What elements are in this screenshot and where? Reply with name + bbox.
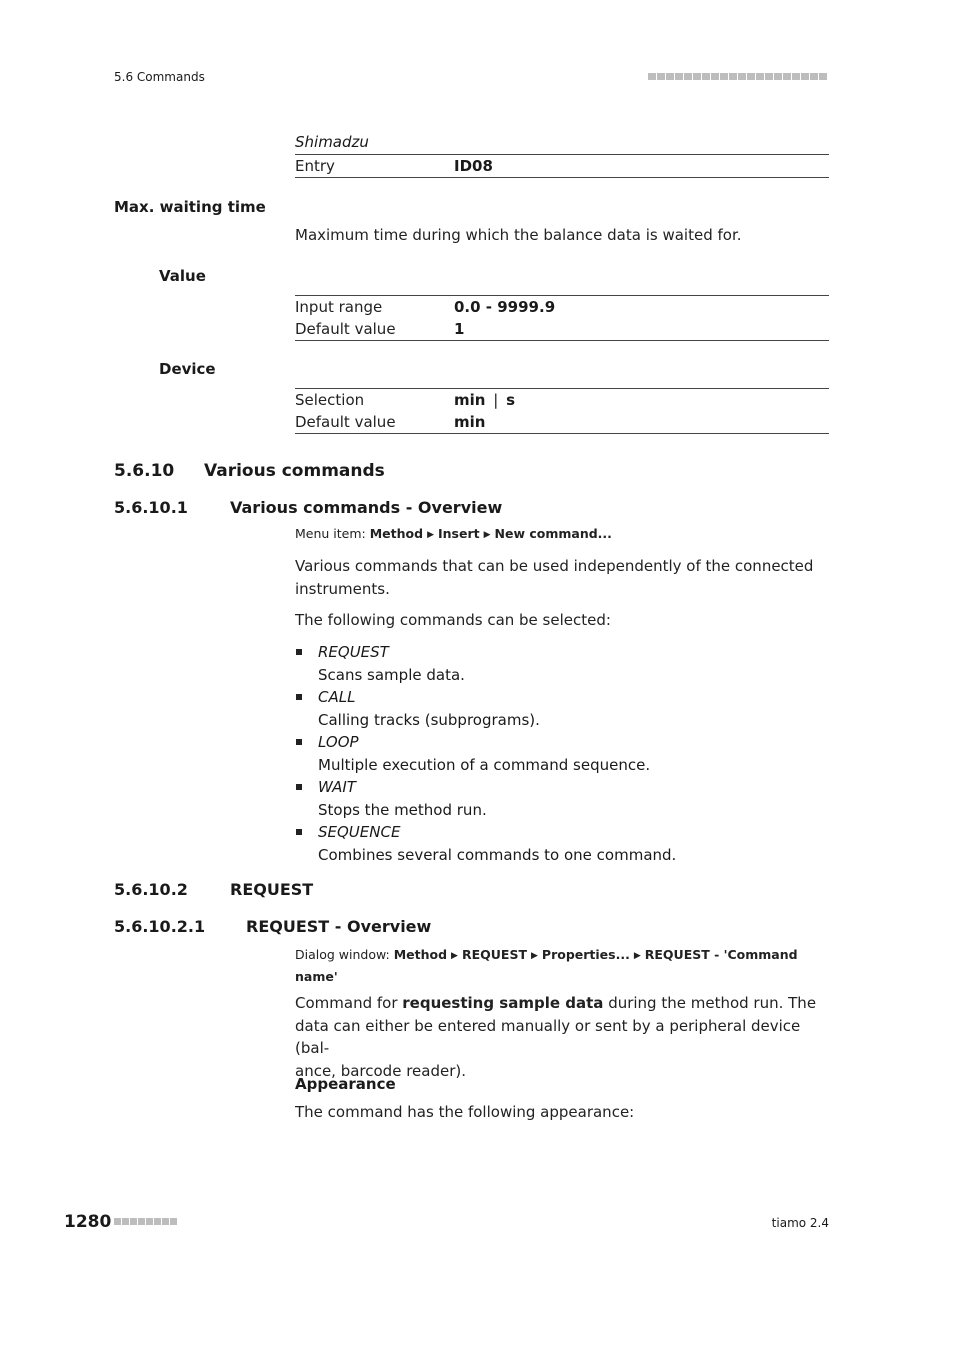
triangle-right-icon: ▶	[427, 530, 434, 540]
decor-square	[765, 73, 773, 80]
bullet-icon	[296, 829, 302, 835]
parameter-title: Max. waiting time	[114, 198, 266, 216]
footer-decoration	[114, 1218, 177, 1225]
decor-square	[756, 73, 764, 80]
decor-square	[122, 1218, 129, 1225]
command-list	[295, 641, 829, 866]
value-label: Value	[159, 267, 206, 285]
text-run: Command for	[295, 994, 403, 1012]
decor-square	[783, 73, 791, 80]
list-item	[295, 641, 829, 686]
decor-square	[684, 73, 692, 80]
decor-square	[738, 73, 746, 80]
command-desc: Multiple execution of a command sequence.	[318, 755, 651, 774]
decor-square	[720, 73, 728, 80]
decor-square	[810, 73, 818, 80]
decor-square	[154, 1218, 161, 1225]
dialog-step: REQUEST - 'Command	[644, 947, 798, 962]
page-number: 1280	[64, 1212, 112, 1232]
menu-step: New command...	[494, 526, 612, 541]
decor-square	[774, 73, 782, 80]
decor-square	[648, 73, 656, 80]
decor-square	[792, 73, 800, 80]
list-item	[295, 731, 829, 776]
decor-square	[666, 73, 674, 80]
bullet-icon	[296, 739, 302, 745]
subsection-heading	[114, 498, 502, 517]
dialog-step: REQUEST	[461, 947, 527, 962]
list-item	[295, 686, 829, 731]
section-title: Various commands	[204, 461, 385, 481]
table-row	[295, 411, 829, 433]
shimadzu-table	[295, 131, 829, 178]
table-row	[295, 296, 829, 318]
section-title: REQUEST - Overview	[246, 917, 432, 936]
table-row	[295, 389, 829, 411]
parameter-description: Maximum time during which the balance data is waited for.	[295, 226, 742, 244]
subsection-heading	[114, 880, 313, 899]
table-row	[295, 318, 829, 340]
table-row	[295, 155, 829, 177]
menu-prefix: Menu item:	[295, 526, 370, 541]
decor-square	[747, 73, 755, 80]
command-name: SEQUENCE	[318, 823, 401, 841]
triangle-right-icon: ▶	[633, 951, 641, 961]
table-caption: Shimadzu	[295, 133, 369, 151]
header-decoration	[648, 73, 827, 80]
paragraph: The command has the following appearance:	[295, 1103, 635, 1121]
section-number: 5.6.10.2	[114, 880, 188, 899]
triangle-right-icon: ▶	[530, 951, 538, 961]
row-value: s	[506, 391, 516, 409]
paragraph: Various commands that can be used independently of the connected instruments.	[295, 557, 814, 598]
device-label: Device	[159, 360, 216, 378]
paragraph	[295, 992, 829, 1082]
dialog-step: name'	[295, 969, 338, 984]
decor-square	[138, 1218, 145, 1225]
subsubsection-heading	[114, 917, 431, 936]
decor-square	[729, 73, 737, 80]
command-desc: Stops the method run.	[318, 800, 487, 819]
row-key: Default value	[295, 413, 396, 431]
row-key: Selection	[295, 391, 365, 409]
row-key: Entry	[295, 157, 335, 175]
command-desc: Scans sample data.	[318, 665, 465, 684]
decor-square	[130, 1218, 137, 1225]
menu-step: Insert	[437, 526, 480, 541]
decor-square	[819, 73, 827, 80]
row-key: Input range	[295, 298, 383, 316]
section-number: 5.6.10.1	[114, 498, 188, 517]
section-title: REQUEST	[230, 880, 314, 899]
emphasis: requesting sample data	[402, 994, 604, 1012]
decor-square	[146, 1218, 153, 1225]
paragraph: The following commands can be selected:	[295, 611, 611, 629]
decor-square	[170, 1218, 177, 1225]
dialog-path	[295, 945, 829, 986]
dialog-prefix: Dialog window:	[295, 947, 394, 962]
row-value: ID08	[454, 157, 493, 175]
triangle-right-icon: ▶	[483, 530, 491, 540]
text-run: data can either be entered manually or sent by a peripheral device (bal-	[295, 1016, 801, 1057]
bullet-icon	[296, 784, 302, 790]
text-run: during the method run. The	[603, 994, 817, 1012]
menu-path	[295, 526, 612, 541]
decor-square	[114, 1218, 121, 1225]
row-value: min	[454, 391, 486, 409]
section-number: 5.6.10.2.1	[114, 917, 206, 936]
decor-square	[657, 73, 665, 80]
bullet-icon	[296, 649, 302, 655]
decor-square	[162, 1218, 169, 1225]
row-value: 1	[454, 320, 465, 338]
section-title: Various commands - Overview	[230, 498, 503, 517]
dialog-step: Method	[393, 947, 448, 962]
section-heading	[114, 461, 385, 481]
command-desc: Calling tracks (subprograms).	[318, 710, 540, 729]
command-desc: Combines several commands to one command.	[318, 845, 677, 864]
command-name: CALL	[318, 688, 356, 706]
bullet-icon	[296, 694, 302, 700]
row-key: Default value	[295, 320, 396, 338]
appearance-heading: Appearance	[295, 1075, 396, 1093]
product-name: tiamo 2.4	[771, 1216, 829, 1230]
triangle-right-icon: ▶	[451, 951, 458, 961]
list-item	[295, 821, 829, 866]
running-header: 5.6 Commands	[114, 70, 205, 84]
list-item	[295, 776, 829, 821]
row-value: 0.0 - 9999.9	[454, 298, 556, 316]
command-name: REQUEST	[318, 643, 389, 661]
dialog-step: Properties...	[541, 947, 630, 962]
decor-square	[711, 73, 719, 80]
section-number: 5.6.10	[114, 461, 175, 481]
separator: |	[493, 391, 499, 409]
decor-square	[693, 73, 701, 80]
text-run: ance, barcode reader).	[295, 1061, 466, 1080]
decor-square	[675, 73, 683, 80]
menu-step: Method	[369, 526, 424, 541]
row-value: min	[454, 413, 486, 431]
value-table	[295, 295, 829, 341]
decor-square	[702, 73, 710, 80]
device-table	[295, 388, 829, 434]
decor-square	[801, 73, 809, 80]
command-name: WAIT	[318, 778, 356, 796]
command-name: LOOP	[318, 733, 359, 751]
